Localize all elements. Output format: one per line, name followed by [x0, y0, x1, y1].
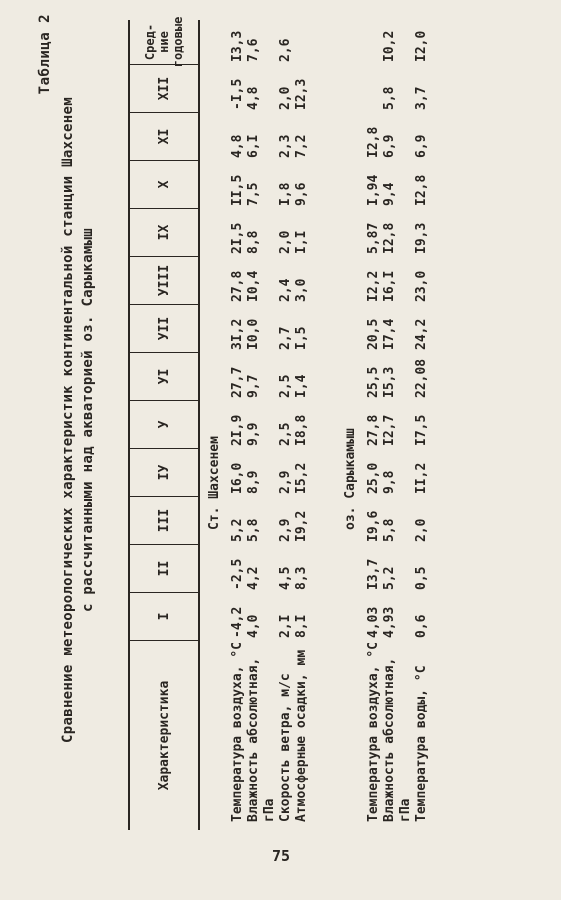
table-cell: I5,3 [382, 366, 397, 398]
table-row [246, 20, 278, 830]
header-month: IХ [130, 208, 198, 256]
table-cell: I6,0 [230, 462, 245, 494]
title-line-1: Сравнение метеорологических характеристик континентальной станции Шахсенем [60, 97, 76, 743]
table-cell: 5,2 [230, 518, 245, 542]
table-cell: I6,I [382, 270, 397, 302]
table-cell: 7,6 [246, 38, 261, 62]
table-cell: I5,2 [294, 462, 309, 494]
row-label: Температура воды, °С [414, 665, 429, 822]
table-cell: 4,0 [246, 614, 261, 638]
table-cell: 2,I [278, 614, 293, 638]
table-cell: -I,5 [230, 78, 245, 110]
table-cell: 3,7 [414, 86, 429, 110]
header-month: III [130, 496, 198, 544]
table-cell: I,8 [278, 182, 293, 206]
header-annual: Сред- ние годовые [143, 16, 185, 68]
table-cell: I2,0 [414, 30, 429, 62]
row-label: Влажность абсолютная, гПа [246, 657, 277, 822]
table-cell: 5,8 [382, 86, 397, 110]
table-cell: I0,4 [246, 270, 261, 302]
table-cell: 8,8 [246, 230, 261, 254]
header-month: УII [130, 304, 198, 352]
table-cell: 0,6 [414, 614, 429, 638]
table-cell: 2I,9 [230, 414, 245, 446]
table-cell: 25,0 [366, 462, 381, 494]
table-cell: 6,9 [382, 134, 397, 158]
table-row [278, 20, 294, 830]
data-table [128, 16, 430, 830]
row-label: Атмосферные осадки, мм [294, 649, 309, 822]
table-cell: 6,I [246, 134, 261, 158]
table-cell: I2,8 [414, 174, 429, 206]
table-row [366, 20, 382, 830]
table-cell [294, 20, 310, 64]
section-title: Ст. Шахсенем [207, 436, 222, 530]
header-month: У [130, 400, 198, 448]
table-cell: 2,9 [278, 470, 293, 494]
table-cell: I9,2 [294, 510, 309, 542]
table-cell: I,4 [294, 374, 309, 398]
row-label: Температура воздуха, °С [366, 641, 381, 822]
table-cell: I3,7 [366, 558, 381, 590]
table-cell: I0,0 [246, 318, 261, 350]
row-label: Влажность абсолютная, гПа [382, 657, 413, 822]
table-cell: I,5 [294, 326, 309, 350]
table-cell: 5,8 [382, 518, 397, 542]
table-cell: 9,4 [382, 182, 397, 206]
table-cell: 4,93 [382, 606, 397, 638]
table-cell: 2I,5 [230, 222, 245, 254]
table-cell: 20,5 [366, 318, 381, 350]
row-label: Скорость ветра, м/с [278, 673, 293, 822]
table-cell: 6,9 [414, 134, 429, 158]
table-cell: 2,9 [278, 518, 293, 542]
table-cell: 22,08 [414, 358, 429, 398]
table-cell: I2,3 [294, 78, 309, 110]
header-month: УIII [130, 256, 198, 304]
table-cell: 5,87 [366, 222, 381, 254]
header-month: ХII [130, 64, 198, 112]
table-cell: 27,7 [230, 366, 245, 398]
table-cell: I2,8 [382, 222, 397, 254]
table-header [130, 16, 200, 830]
table-cell: 2,4 [278, 278, 293, 302]
header-month: Х [130, 160, 198, 208]
table-body [200, 20, 430, 830]
table-row [294, 20, 310, 830]
table-title [58, 10, 98, 830]
table-cell: I,I [294, 230, 309, 254]
table-cell: 2,0 [278, 230, 293, 254]
table-cell: -2,5 [230, 558, 245, 590]
table-cell: 2,3 [278, 134, 293, 158]
table-cell: I7,4 [382, 318, 397, 350]
table-cell: 27,8 [230, 270, 245, 302]
table-cell: 9,8 [382, 470, 397, 494]
table-cell: 25,5 [366, 366, 381, 398]
table-cell: 8,9 [246, 470, 261, 494]
table-cell: 0,5 [414, 566, 429, 590]
table-cell: 3I,2 [230, 318, 245, 350]
table-cell: I8,8 [294, 414, 309, 446]
table-cell: 7,2 [294, 134, 309, 158]
table-cell [366, 20, 382, 64]
table-cell: 23,0 [414, 270, 429, 302]
header-characteristic: Характеристика [130, 640, 198, 830]
table-cell: 4,03 [366, 606, 381, 638]
table-cell: 2,5 [278, 422, 293, 446]
rotated-page [37, 10, 535, 830]
table-cell: 2,6 [278, 38, 293, 62]
table-cell: 8,3 [294, 566, 309, 590]
table-cell: I9,3 [414, 222, 429, 254]
header-month: ХI [130, 112, 198, 160]
table-cell: 2,0 [414, 518, 429, 542]
table-cell: 5,2 [382, 566, 397, 590]
title-line-2: с рассчитанными над акваторией оз. Сарыкамыш [80, 227, 96, 613]
table-cell: 8,I [294, 614, 309, 638]
header-month: I [130, 592, 198, 640]
table-cell: -4,2 [230, 606, 245, 638]
row-label: Температура воздуха, °С [230, 641, 245, 822]
table-row [382, 20, 414, 830]
header-month: УI [130, 352, 198, 400]
header-month: II [130, 544, 198, 592]
table-cell: 27,8 [366, 414, 381, 446]
table-cell: 9,7 [246, 374, 261, 398]
table-cell: 2,5 [278, 374, 293, 398]
table-cell: I9,6 [366, 510, 381, 542]
table-cell: 2,0 [278, 86, 293, 110]
table-cell: II,5 [230, 174, 245, 206]
table-cell: 4,8 [246, 86, 261, 110]
table-cell: I0,2 [382, 30, 397, 62]
section-title: оз. Сарыкамыш [343, 428, 358, 530]
table-cell: I2,7 [382, 414, 397, 446]
table-cell: 4,2 [246, 566, 261, 590]
page-number: 75 [272, 847, 291, 865]
table-cell: 24,2 [414, 318, 429, 350]
table-cell: 9,6 [294, 182, 309, 206]
table-cell: 4,8 [230, 134, 245, 158]
table-cell: 2,7 [278, 326, 293, 350]
table-cell [366, 64, 382, 112]
table-cell: 3,0 [294, 278, 309, 302]
table-tag: Таблица 2 [37, 14, 53, 95]
table-cell: II,2 [414, 462, 429, 494]
section-gap [310, 20, 336, 830]
table-row [414, 20, 430, 830]
table-cell: I,94 [366, 174, 381, 206]
table-cell: I2,2 [366, 270, 381, 302]
header-month: IУ [130, 448, 198, 496]
table-cell: 7,5 [246, 182, 261, 206]
table-row [230, 20, 246, 830]
table-cell: 5,8 [246, 518, 261, 542]
table-cell: 4,5 [278, 566, 293, 590]
table-cell: I2,8 [366, 126, 381, 158]
table-cell: I7,5 [414, 414, 429, 446]
table-cell: 9,9 [246, 422, 261, 446]
table-cell: I3,3 [230, 30, 245, 62]
